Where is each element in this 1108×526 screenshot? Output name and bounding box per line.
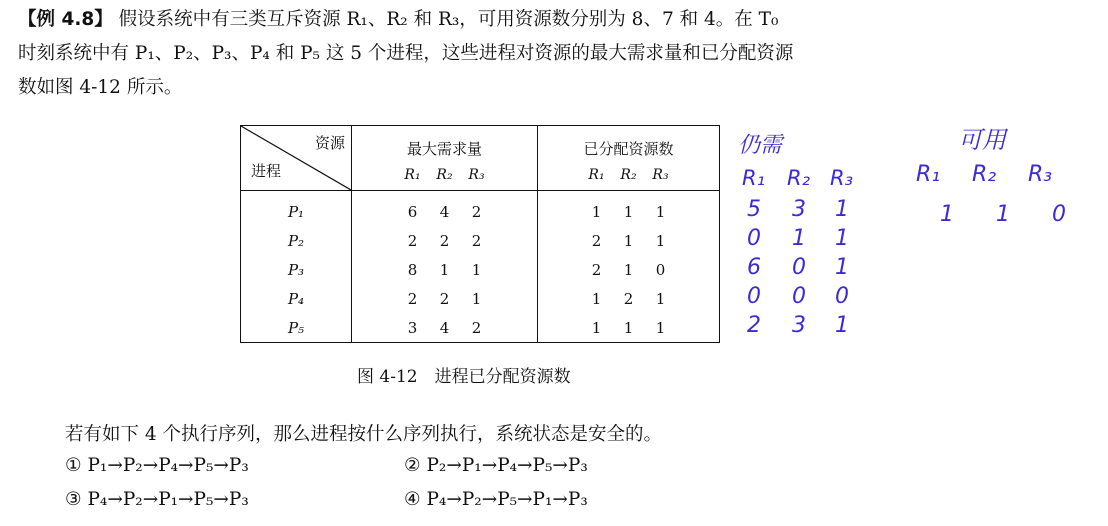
intro-line-1-text: 假设系统中有三类互斥资源 R₁、R₂ 和 R₃，可用资源数分别为 8、7 和 4。在 T₀	[118, 9, 779, 30]
need-value-handwritten: 5	[747, 197, 761, 222]
question-text: 若有如下 4 个执行序列，那么进程按什么序列执行，系统状态是安全的。	[65, 424, 663, 445]
max-value: 2	[407, 289, 418, 308]
max-value: 2	[471, 202, 482, 221]
max-demand-cell	[352, 226, 538, 255]
need-value-handwritten: 1	[835, 226, 849, 251]
allocated-cell	[538, 226, 720, 255]
alloc-col-r3: R₃	[652, 167, 669, 183]
corner-header-cell	[241, 126, 352, 191]
max-value: 1	[471, 289, 482, 308]
allocated-cell	[538, 255, 720, 284]
option-3: ③ P₄→P₂→P₁→P₅→P₃	[65, 489, 249, 510]
need-value-handwritten: 1	[835, 255, 849, 280]
alloc-value: 1	[623, 260, 634, 279]
avail-header-handwritten: R₃	[1028, 162, 1053, 187]
max-value: 3	[407, 318, 418, 337]
table-row	[241, 191, 720, 227]
need-value-handwritten: 6	[747, 255, 761, 280]
max-value: 2	[471, 318, 482, 337]
alloc-value: 1	[655, 318, 666, 337]
alloc-value: 1	[623, 231, 634, 250]
need-value-handwritten: 1	[835, 313, 849, 338]
max-value: 1	[439, 260, 450, 279]
allocated-title: 已分配资源数	[583, 140, 674, 158]
avail-value-handwritten: 1	[996, 202, 1010, 227]
max-value: 6	[407, 202, 418, 221]
intro-line-2: 时刻系统中有 P₁、P₂、P₃、P₄ 和 P₅ 这 5 个进程，这些进程对资源的最大需求量和已分配资源	[18, 43, 794, 64]
allocated-header	[538, 126, 720, 191]
avail-value-handwritten: 1	[940, 202, 954, 227]
alloc-value: 0	[655, 260, 666, 279]
process-cell: P₄	[241, 284, 352, 313]
max-value: 4	[439, 318, 450, 337]
max-value: 8	[407, 260, 418, 279]
alloc-value: 1	[591, 289, 602, 308]
corner-process-label: 进程	[251, 162, 282, 180]
need-header-handwritten: R₃	[830, 166, 854, 190]
table-row	[241, 226, 720, 255]
need-value-handwritten: 3	[792, 313, 806, 338]
need-value-handwritten: 2	[747, 313, 761, 338]
alloc-col-r1: R₁	[588, 167, 605, 183]
process-cell: P₅	[241, 313, 352, 343]
intro-line-1	[18, 3, 1098, 36]
need-value-handwritten: 3	[792, 197, 806, 222]
max-demand-cell	[352, 284, 538, 313]
need-value-handwritten: 1	[792, 226, 806, 251]
need-value-handwritten: 0	[747, 226, 761, 251]
alloc-value: 2	[623, 289, 634, 308]
table-row	[241, 284, 720, 313]
option-4: ④ P₄→P₂→P₅→P₁→P₃	[404, 489, 588, 510]
avail-header-handwritten: R₂	[972, 162, 997, 187]
need-value-handwritten: 0	[792, 255, 806, 280]
max-col-r1: R₁	[404, 167, 421, 183]
allocated-cell	[538, 313, 720, 343]
max-demand-header	[352, 126, 538, 191]
table-body	[241, 191, 720, 343]
max-value: 4	[439, 202, 450, 221]
max-demand-cell	[352, 255, 538, 284]
max-demand-cell	[352, 313, 538, 343]
alloc-value: 2	[591, 260, 602, 279]
need-header-handwritten: R₁	[742, 166, 766, 190]
max-col-r2: R₂	[436, 167, 453, 183]
alloc-col-r2: R₂	[620, 167, 637, 183]
alloc-value: 1	[655, 289, 666, 308]
alloc-value: 1	[655, 202, 666, 221]
resource-table	[240, 125, 720, 343]
alloc-value: 1	[591, 202, 602, 221]
avail-value-handwritten: 0	[1052, 202, 1066, 227]
max-value: 2	[407, 231, 418, 250]
intro-line-3: 数如图 4-12 所示。	[18, 77, 183, 98]
alloc-value: 1	[623, 202, 634, 221]
allocated-cell	[538, 191, 720, 227]
max-value: 1	[471, 260, 482, 279]
need-value-handwritten: 0	[792, 284, 806, 309]
alloc-value: 1	[623, 318, 634, 337]
figure-caption: 图 4-12 进程已分配资源数	[357, 367, 571, 387]
max-demand-cell	[352, 191, 538, 227]
corner-resource-label: 资源	[314, 134, 345, 152]
option-1: ① P₁→P₂→P₄→P₅→P₃	[65, 455, 249, 476]
process-cell: P₁	[241, 191, 352, 227]
need-value-handwritten: 0	[835, 284, 849, 309]
need-title-handwritten: 仍需	[738, 133, 783, 158]
process-cell: P₂	[241, 226, 352, 255]
avail-header-handwritten: R₁	[916, 162, 941, 187]
table-header-row	[241, 126, 720, 191]
alloc-value: 2	[591, 231, 602, 250]
alloc-value: 1	[591, 318, 602, 337]
max-value: 2	[439, 289, 450, 308]
max-col-r3: R₃	[468, 167, 485, 183]
max-demand-title: 最大需求量	[406, 140, 482, 158]
table-row	[241, 255, 720, 284]
max-value: 2	[471, 231, 482, 250]
need-value-handwritten: 0	[747, 284, 761, 309]
table-row	[241, 313, 720, 343]
example-tag: 【例 4.8】	[18, 9, 113, 30]
process-cell: P₃	[241, 255, 352, 284]
max-resource-columns	[352, 167, 537, 183]
max-value: 2	[439, 231, 450, 250]
alloc-resource-columns	[538, 167, 719, 183]
option-2: ② P₂→P₁→P₄→P₅→P₃	[404, 455, 588, 476]
need-header-handwritten: R₂	[787, 166, 811, 190]
avail-title-handwritten: 可用	[958, 126, 1006, 154]
allocated-cell	[538, 284, 720, 313]
alloc-value: 1	[655, 231, 666, 250]
need-value-handwritten: 1	[835, 197, 849, 222]
